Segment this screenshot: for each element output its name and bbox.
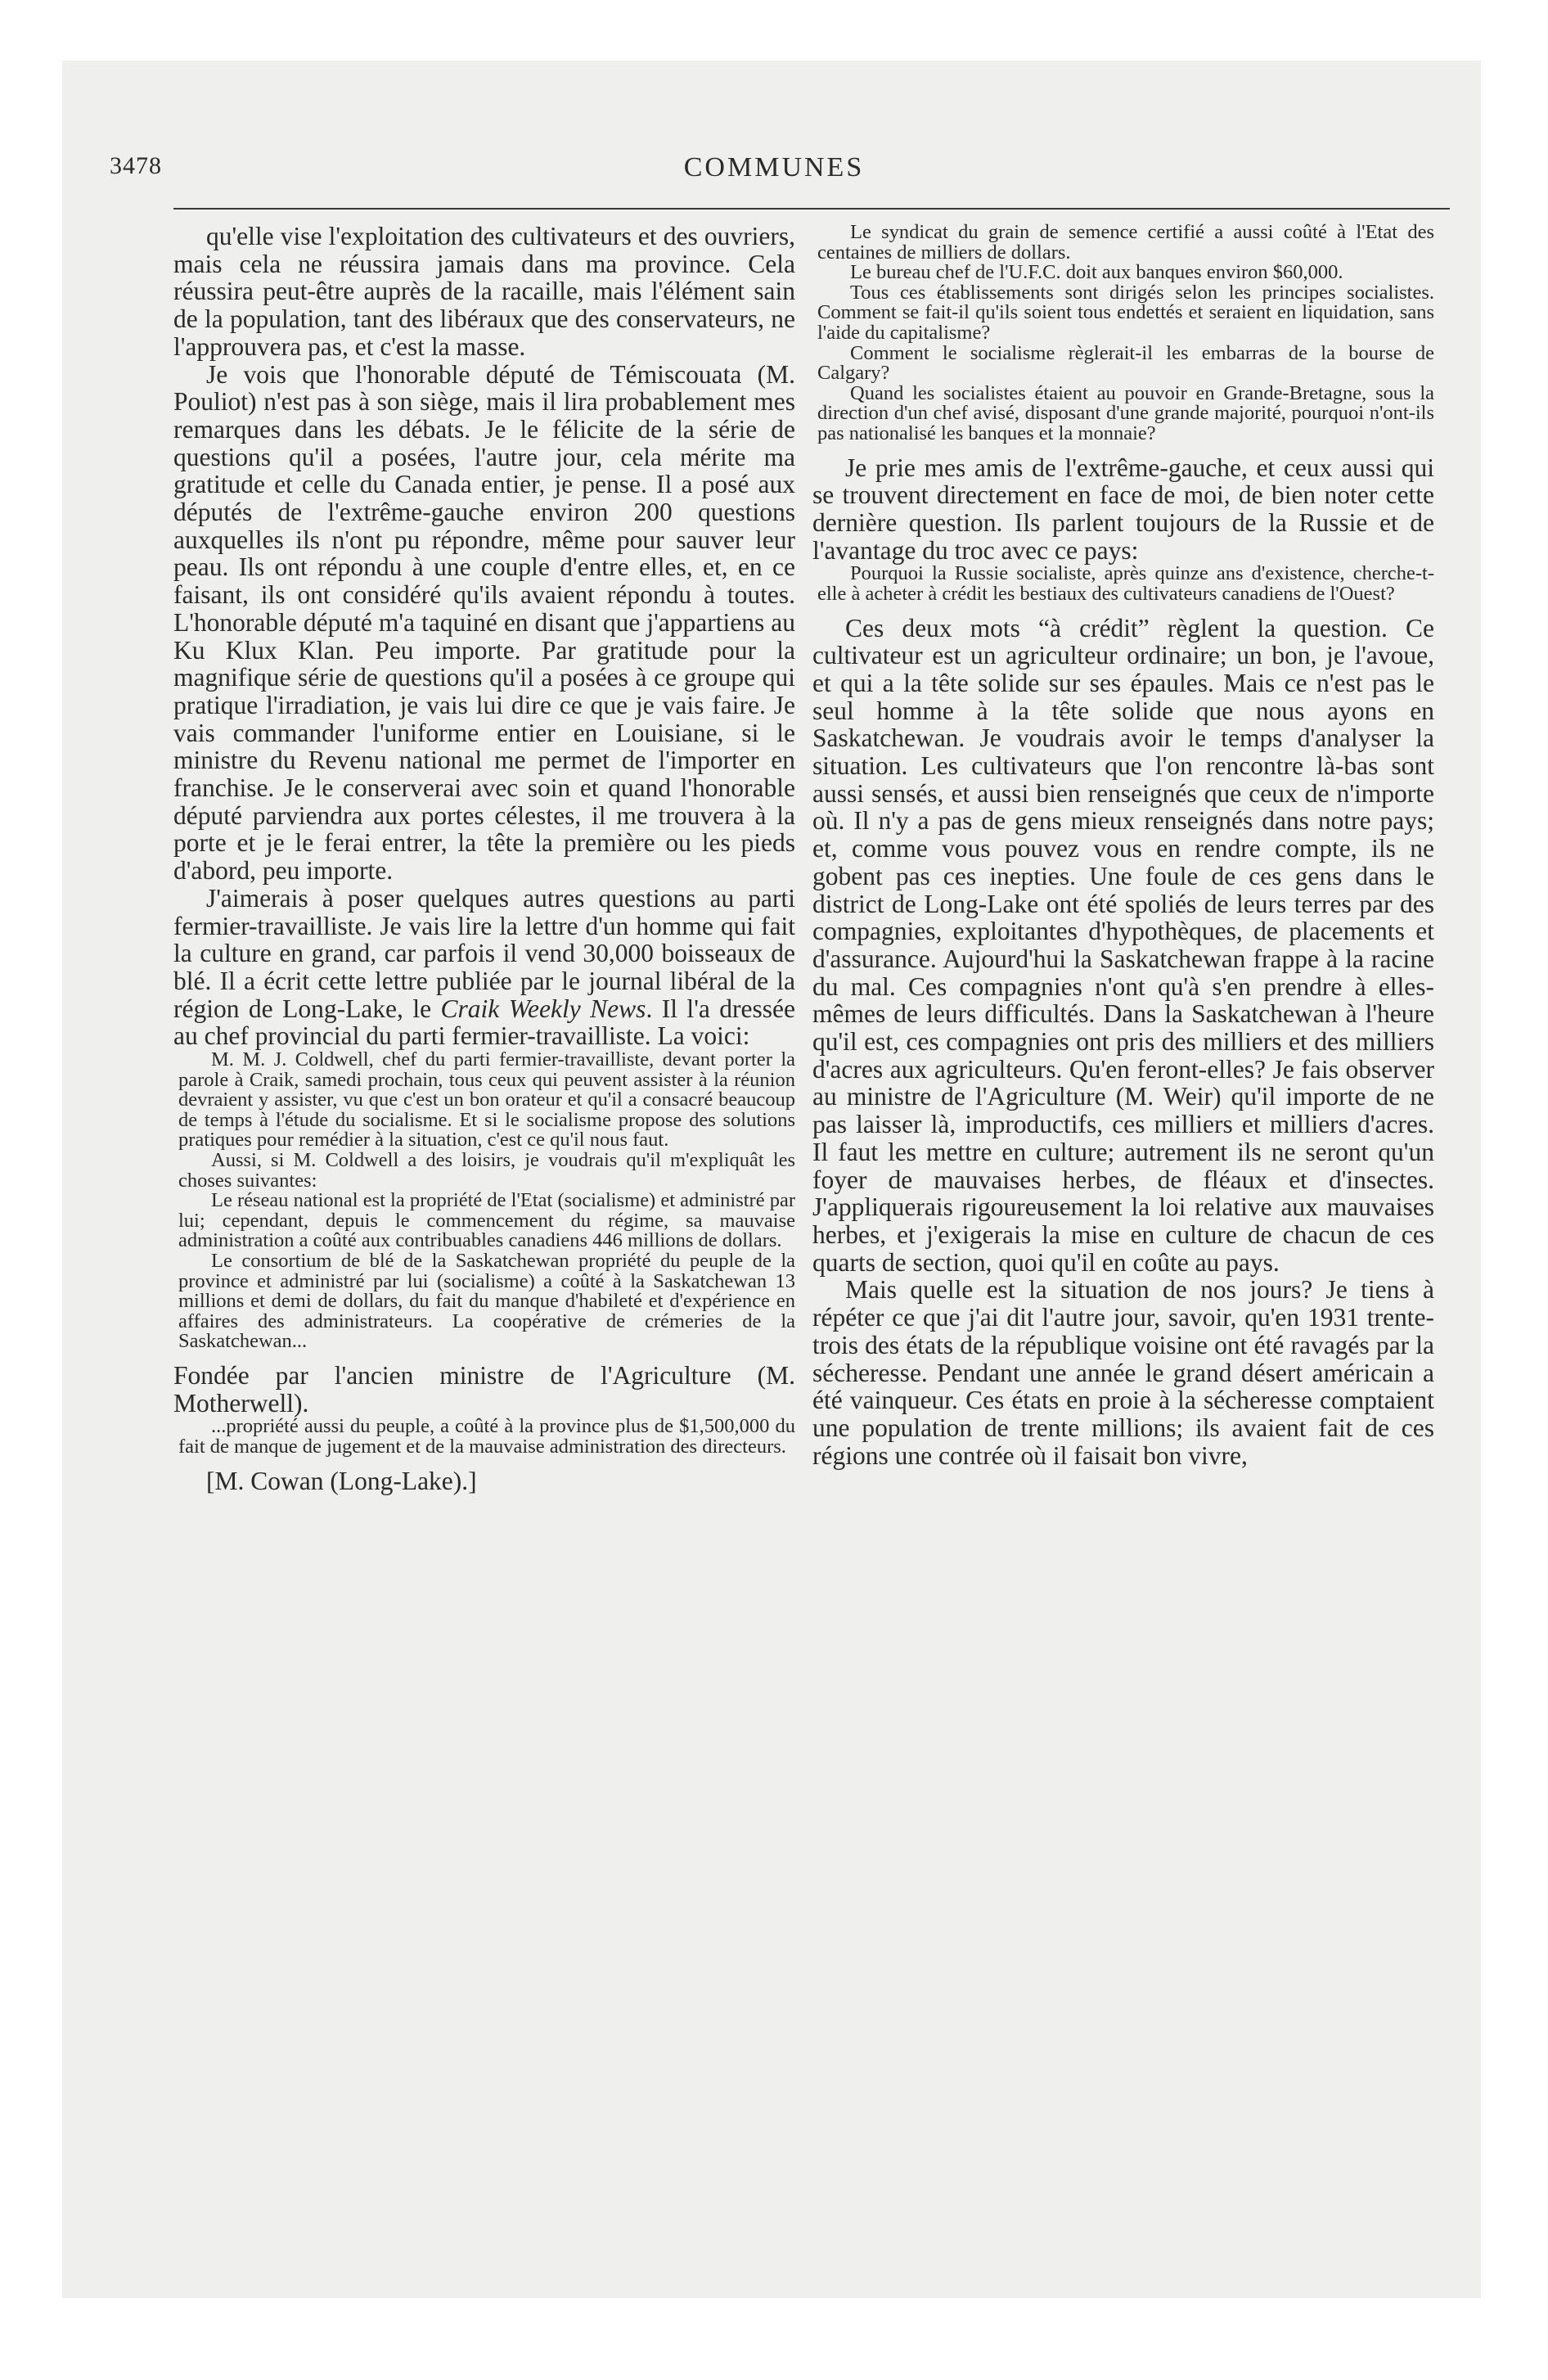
paragraph-text: Quand les socialistes étaient au pouvoir en Grande-Bretagne, sous la direction d'un chef avisé, disposant d'une grande majorité, pourquoi n'ont-ils pas nationalisé les banques et la monnaie? — [817, 381, 1434, 444]
header-rule — [173, 208, 1450, 210]
quoted-paragraph — [812, 283, 1434, 344]
quoted-paragraph — [173, 1417, 795, 1457]
quoted-paragraph — [173, 1050, 795, 1151]
paragraph-text: ...propriété aussi du peuple, a coûté à la province plus de $1,500,000 du fait de manque de jugement et de la mauvaise administration des directeurs. — [178, 1415, 795, 1458]
speaker-attribution — [173, 1467, 795, 1495]
paragraph — [812, 454, 1434, 565]
paragraph — [173, 223, 795, 361]
paragraph — [812, 1276, 1434, 1469]
paragraph-text: Mais quelle est la situation de nos jours? Je tiens à répéter ce que j'ai dit l'autre jour, savoir, qu'en 1931 trente-trois des états de la république voisine ont été ravagés par la sécheresse. Pendant une année le grand désert américain a été vainqueur. Ces états en proie à la sécheresse comptaient une population de trente millions; ils avaient fait de ces régions une contrée où il faisait bon vivre, — [812, 1275, 1434, 1470]
quoted-paragraph — [173, 1251, 795, 1352]
paragraph-text: M. M. J. Coldwell, chef du parti fermier-travailliste, devant porter la parole à Craik, samedi prochain, tous ceux qui peuvent assister à la réunion devraient y assister, vu que c'est un bon orateur et qu'il a consacré beaucoup de temps à l'étude du socialisme. Et si le socialisme propose des solutions pratiques pour remédier à la situation, c'est ce qu'il nous faut. — [178, 1048, 795, 1152]
paragraph-text: Le syndicat du grain de semence certifié a aussi coûté à l'Etat des centaines de milliers de dollars. — [817, 221, 1434, 264]
quoted-paragraph — [812, 381, 1434, 444]
paragraph-text: Ces deux mots “à crédit” règlent la question. Ce cultivateur est un agriculteur ordinaire; un bon, je l'avoue, et qui a la tête solide sur ses épaules. Mais ce n'est pas le seul homme à la tête solide que nous ayons en Saskatchewan. Je voudrais avoir le temps d'analyser la situation. Les cultivateurs que l'on rencontre là-bas sont aussi sensés, et aussi bien renseignés que ceux de n'importe où. Il n'y a pas de gens mieux renseignés dans notre pays; et, comme vous pouvez vous en rendre compte, ils ne gobent pas ces inepties. Une foule de ces gens dans le district de Long-Lake ont été spoliés de leurs terres par des compagnies, exploitantes d'hypothèques, de placements et d'assurance. Aujourd'hui la Saskatchewan frappe à la racine du mal. Ces compagnies n'ont qu'à s'en prendre à elles-mêmes de leurs difficultés. Dans la Saskatchewan à l'heure qu'il est, ces compagnies ont pris des milliers et des milliers d'acres aux agriculteurs. Qu'en feront-elles? Je fais observer au ministre de l'Agriculture (M. Weir) qu'il importe de ne pas laisser là, improductifs, ces milliers et milliers d'acres. Il faut les mettre en culture; autrement ils ne seront qu'un foyer de mauvaises herbes, de fléaux et d'insectes. J'appliquerais rigoureusement la loi relative aux mauvaises herbes, et j'exigerais la mise en culture de chacun de ces quarts de section, quoi qu'il en coûte au pays. — [812, 613, 1434, 1277]
quoted-paragraph — [812, 341, 1434, 385]
paragraph-text: . Il l'a dressée au chef provincial du parti fermier-travailliste. La voici: — [173, 994, 795, 1051]
paragraph-text: Le bureau chef de l'U.F.C. doit aux banques environ $60,000. — [850, 261, 1343, 284]
running-title: COMMUNES — [683, 152, 865, 183]
page-number: 3478 — [110, 152, 162, 179]
paragraph-text: Le consortium de blé de la Saskatchewan propriété du peuple de la province et administré par lui (socialisme) a coûté à la Saskatchewan 13 millions et demi de dollars, du fait du manque d'habileté et d'expérience en affaires des administrateurs. La coopérative de crémeries de la Saskatchewan... — [178, 1250, 795, 1353]
quoted-paragraph — [812, 564, 1434, 604]
quoted-paragraph — [812, 263, 1434, 283]
paragraph-text: Aussi, si M. Coldwell a des loisirs, je voudrais qu'il m'expliquât les choses suivantes: — [178, 1149, 795, 1192]
left-column — [173, 223, 795, 1494]
paragraph-text: Tous ces établissements sont dirigés selon les principes socialistes. Comment se fait-il qu'ils soient tous endettés et seraient en liquidation, sans l'aide du capitalisme? — [817, 281, 1434, 344]
paragraph-text: Je prie mes amis de l'extrême-gauche, et ceux aussi qui se trouvent directement en face de moi, de bien noter cette dernière question. Ils parlent toujours de la Russie et de l'avantage du troc avec ce pays: — [812, 453, 1434, 565]
quoted-paragraph — [812, 223, 1434, 263]
paragraph-text: Comment le socialisme règlerait-il les embarras de la bourse de Calgary? — [817, 341, 1434, 385]
paragraph-text: [M. Cowan (Long-Lake).] — [206, 1466, 477, 1495]
paragraph — [173, 1362, 795, 1417]
paragraph-text: Le réseau national est la propriété de l'Etat (socialisme) et administré par lui; cependant, depuis le commencement du régime, sa mauvaise administration a coûté aux contribuables canadiens 446 millions de dollars. — [178, 1189, 795, 1252]
paragraph — [173, 361, 795, 885]
paragraph-text: Pourquoi la Russie socialiste, après quinze ans d'existence, cherche-t-elle à acheter à crédit les bestiaux des cultivateurs canadiens de l'Ouest? — [817, 562, 1434, 605]
paragraph-text: Je vois que l'honorable député de Témiscouata (M. Pouliot) n'est pas à son siège, mais il lira probablement mes remarques dans les débats. Je le félicite de la série de questions qu'il a posées, l'autre jour, cela mérite ma gratitude et celle du Canada entier, je pense. Il a posé aux députés de l'extrême-gauche environ 200 questions auxquelles ils n'ont pu répondre, même pour sauver leur peau. Ils ont répondu à une couple d'entre elles, et, en ce faisant, ils ont considéré qu'ils avaient répondu à toutes. L'honorable député m'a taquiné en disant que j'appartiens au Ku Klux Klan. Peu importe. Par gratitude pour la magnifique série de questions qu'il a posées à ce groupe qui pratique l'irradiation, je vais lui dire ce que je vais faire. Je vais commander l'uniforme entier en Louisiane, si le ministre du Revenu national me permet de l'importer en franchise. Je le conserverai avec soin et quand l'honorable député parviendra aux portes célestes, il me trouvera à la porte et je le ferai entrer, la tête la première ou les pieds d'abord, peu importe. — [173, 359, 795, 886]
paragraph-text: J'aimerais à poser quelques autres questions au parti fermier-travailliste. Je vais lire la lettre d'un homme qui fait la culture en grand, car parfois il vend 30,000 boisseaux de blé. Il a écrit cette lettre publiée par le journal libéral de la région de Long-Lake, le — [173, 883, 795, 1023]
paragraph — [812, 615, 1434, 1277]
newspaper-title: Craik Weekly News — [440, 994, 646, 1023]
quoted-paragraph — [173, 1151, 795, 1191]
right-column — [812, 223, 1434, 1469]
paragraph — [173, 885, 795, 1050]
paragraph-text: qu'elle vise l'exploitation des cultivateurs et des ouvriers, mais cela ne réussira jamais dans ma province. Cela réussira peut-être auprès de la racaille, mais l'élément sain de la population, tant des libéraux que des conservateurs, ne l'approuvera pas, et c'est la masse. — [173, 222, 795, 361]
paragraph-text: Fondée par l'ancien ministre de l'Agriculture (M. Motherwell). — [173, 1361, 795, 1418]
quoted-paragraph — [173, 1191, 795, 1251]
